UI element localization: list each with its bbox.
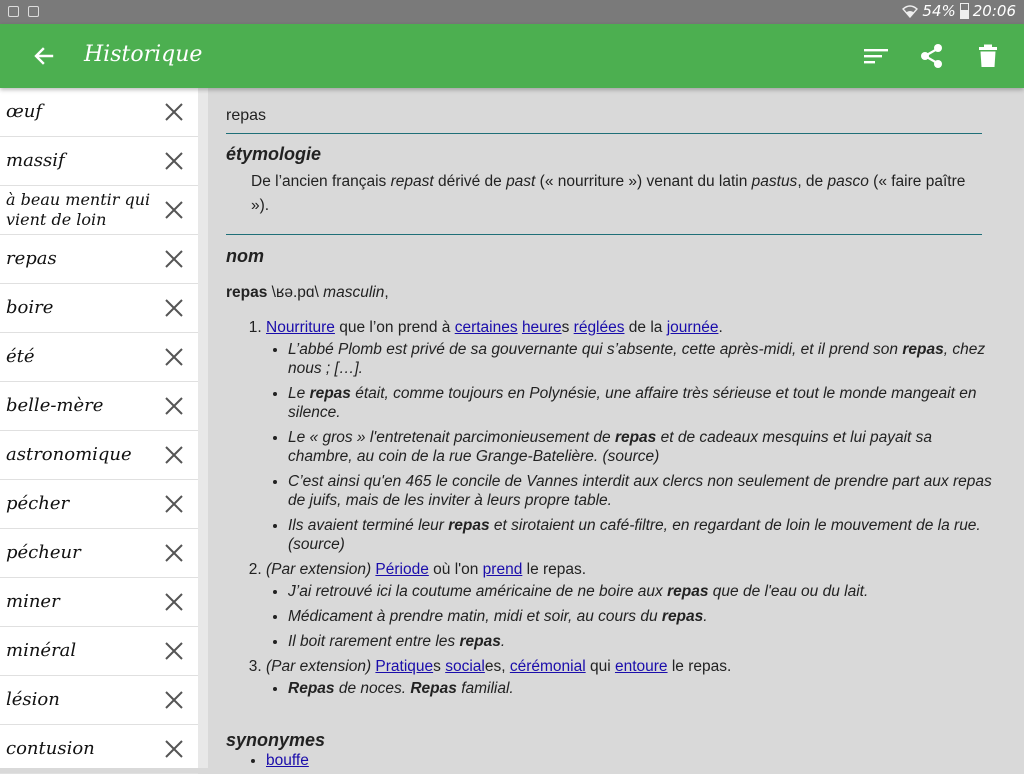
headword-line: repas \ʁə.pɑ\ masculin,	[226, 284, 389, 301]
back-arrow-icon[interactable]	[28, 40, 60, 72]
definitions-list	[248, 318, 1000, 704]
clock: 20:06	[972, 2, 1016, 20]
history-item[interactable]	[0, 578, 198, 627]
wifi-icon	[902, 4, 918, 18]
example: • C’est ainsi qu'en 465 le concile de Vannes interdit aux clercs non seulement de prendre part aux repas de juifs, mais de les inviter à leurs propre table.	[288, 472, 1000, 510]
example: • Le repas était, comme toujours en Polynésie, une affaire très sérieuse et tout le monde mangeait en silence.	[288, 384, 1000, 422]
close-icon[interactable]	[162, 198, 186, 222]
link-bouffe[interactable]: bouffe	[266, 752, 309, 768]
sort-icon[interactable]	[860, 40, 892, 72]
entry-panel[interactable]	[208, 88, 1024, 768]
close-icon[interactable]	[162, 247, 186, 271]
history-item-label: boire	[6, 297, 54, 318]
close-icon[interactable]	[162, 394, 186, 418]
synonyms-heading: synonymes	[226, 730, 326, 750]
history-item[interactable]	[0, 676, 198, 725]
example: • Il boit rarement entre les repas.	[288, 632, 1000, 651]
close-icon[interactable]	[162, 541, 186, 565]
pos-heading: nom	[226, 246, 264, 266]
link-nourriture[interactable]: Nourriture	[266, 319, 335, 336]
history-item[interactable]	[0, 529, 198, 578]
link-prend[interactable]: prend	[482, 561, 523, 578]
definition-1: 1. Nourriture que l’on prend à certaines heures réglées de la journée. • L’abbé Plomb est privé de sa gouvernante qui s’absente, cette après-midi, et il prend son repas, chez nous ; […]. • Le repas était, comme toujours en Polynésie, une affaire très sérieuse et tout le monde mangeait en silence. • Le « gros » l'entretenait parcimonieusement de repas et de cadeaux mesquins et lui payait sa chambre, au coin de la rue Grange-Batelière. (source) • C’est ainsi qu'en 465 le concile de Vannes interdit aux clercs non seulement de prendre part aux repas de juifs, mais de les inviter à leurs propre table. • Ils avaient terminé leur repas et sirotaient un café-filtre, en regardant de loin le mouvement de la rue. (source)	[266, 318, 1000, 554]
link-periode[interactable]: Période	[375, 561, 429, 578]
share-icon[interactable]	[916, 40, 948, 72]
history-item-label: massif	[6, 150, 65, 171]
history-item[interactable]	[0, 235, 198, 284]
history-item-label: pécher	[6, 493, 70, 514]
history-item-label: œuf	[6, 101, 43, 122]
history-item-label: contusion	[6, 738, 95, 759]
entry-word: repas	[226, 107, 267, 124]
synonym-item	[266, 752, 309, 768]
link-entoure[interactable]: entoure	[614, 658, 668, 675]
history-item[interactable]	[0, 186, 198, 235]
definition-3: 3. (Par extension) Pratiques sociales, cérémonial qui entoure le repas. • Repas de noces. Repas familial.	[266, 657, 1000, 698]
link-heure[interactable]: heure	[521, 319, 562, 336]
example: • J’ai retrouvé ici la coutume américaine de ne boire aux repas que de l'eau ou du lait.	[288, 582, 1000, 601]
history-item-label: pécheur	[6, 542, 81, 563]
history-item[interactable]	[0, 284, 198, 333]
divider	[226, 234, 982, 235]
close-icon[interactable]	[162, 492, 186, 516]
link-journee[interactable]: journée	[666, 319, 719, 336]
etymology-heading: étymologie	[226, 144, 322, 164]
close-icon[interactable]	[162, 100, 186, 124]
history-item[interactable]	[0, 333, 198, 382]
synonyms-list	[248, 752, 309, 768]
definition-2: 2. (Par extension) Période où l'on prend le repas. • J’ai retrouvé ici la coutume américaine de ne boire aux repas que de l'eau ou du lait. • Médicament à prendre matin, midi et soir, au cours du repas. • Il boit rarement entre les repas.	[266, 560, 1000, 651]
close-icon[interactable]	[162, 590, 186, 614]
battery-percent: 54%	[922, 2, 956, 20]
close-icon[interactable]	[162, 296, 186, 320]
example: • L’abbé Plomb est privé de sa gouvernante qui s’absente, cette après-midi, et il prend son repas, chez nous ; […].	[288, 340, 1000, 378]
example: • Repas de noces. Repas familial.	[288, 679, 1000, 698]
example: • Médicament à prendre matin, midi et soir, au cours du repas.	[288, 607, 1000, 626]
history-item-label: belle-mère	[6, 395, 104, 416]
battery-icon	[960, 3, 969, 19]
status-bar	[0, 0, 1024, 24]
example: • Ils avaient terminé leur repas et sirotaient un café-filtre, en regardant de loin le mouvement de la rue. (source)	[288, 516, 1000, 554]
link-ceremonial[interactable]: cérémonial	[509, 658, 586, 675]
page-title: Historique	[84, 42, 203, 67]
link-social[interactable]: social	[445, 658, 485, 675]
close-icon[interactable]	[162, 639, 186, 663]
history-item[interactable]	[0, 137, 198, 186]
history-item-label: miner	[6, 591, 60, 612]
history-item[interactable]	[0, 431, 198, 480]
close-icon[interactable]	[162, 443, 186, 467]
link-certaines[interactable]: certaines	[454, 319, 518, 336]
screenshot-notification-icon	[28, 6, 39, 17]
history-item-label: repas	[6, 248, 57, 269]
gallery-notification-icon	[8, 6, 19, 17]
close-icon[interactable]	[162, 737, 186, 761]
close-icon[interactable]	[162, 688, 186, 712]
etymology-text: De l’ancien français repast dérivé de past (« nourriture ») venant du latin pastus, de pasco (« faire paître »).	[251, 173, 966, 214]
history-item-label: été	[6, 346, 35, 367]
history-item[interactable]	[0, 88, 198, 137]
history-item[interactable]	[0, 480, 198, 529]
history-item-label: lésion	[6, 689, 60, 710]
close-icon[interactable]	[162, 345, 186, 369]
history-item[interactable]	[0, 627, 198, 676]
link-reglees[interactable]: réglées	[573, 319, 625, 336]
link-pratique[interactable]: Pratique	[375, 658, 434, 675]
divider	[226, 133, 982, 134]
history-list	[0, 88, 198, 768]
history-item-label: à beau mentir qui vient de loin	[6, 190, 151, 229]
history-item-label: astronomique	[6, 444, 132, 465]
delete-icon[interactable]	[972, 40, 1004, 72]
history-item[interactable]	[0, 725, 198, 774]
close-icon[interactable]	[162, 149, 186, 173]
app-bar	[0, 24, 1024, 88]
history-item-label: minéral	[6, 640, 77, 661]
history-item[interactable]	[0, 382, 198, 431]
example: • Le « gros » l'entretenait parcimonieusement de repas et de cadeaux mesquins et lui payait sa chambre, au coin de la rue Grange-Batelière. (source)	[288, 428, 1000, 466]
